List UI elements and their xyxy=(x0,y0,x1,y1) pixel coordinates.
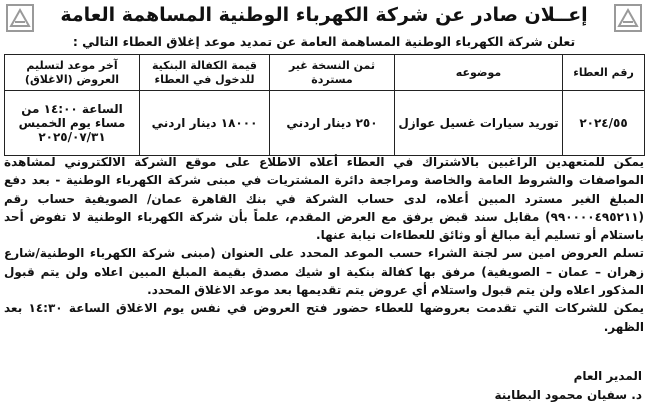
announcement-body xyxy=(4,153,644,336)
header-bank-guarantee: قيمة الكفالة البنكية للدخول في العطاء xyxy=(140,55,270,91)
cell-closing-deadline: الساعة ١٤:٠٠ من مساء يوم الخميس ٢٠٢٥/٠٧/٣١ xyxy=(5,91,140,156)
header-copy-price: ثمن النسخة غير مستردة xyxy=(270,55,395,91)
paragraph-opening: يمكن للشركات التي تقدمت بعروضها للعطاء حضور فتح العروض في نفس يوم الاغلاق الساعة ١٤:٣٠ بعد الظهر. xyxy=(4,301,644,334)
announcement-subtitle: تعلن شركة الكهرباء الوطنية المساهمة العامة عن تمديد موعد إغلاق العطاء التالي : xyxy=(72,34,576,49)
cell-copy-price: ٢٥٠ دينار اردني xyxy=(270,91,395,156)
nepco-logo-icon xyxy=(614,4,642,32)
paragraph-participation: يمكن للمتعهدين الراغبين بالاشتراك في العطاء أعلاه الاطلاع على موقع الشركة الالكتروني لمشاهدة المواصفات والشروط العامة والخاصة ومراجعة دائرة المشتريات في مبنى شركة الكهرباء الوطنية - بعد دفع المبلغ الغير مسترد المبين أعلاه، لدى حساب الشركة في بنك القاهرة عمان/ الصويفية حساب رقم (٩٩٠٠٠٠٤٩٥٢١١) مقابل سند قبض يرفق مع العرض المقدم، علماً بأن شركة الكهرباء الوطنية لا تفوض أحد باستلام أو تسليم أية مبالغ أو وثائق للعطاءات نيابة عنها. xyxy=(4,155,644,243)
table-row xyxy=(5,91,645,156)
signature-role: المدير العام xyxy=(573,369,642,383)
table-header-row xyxy=(5,55,645,91)
nepco-logo-icon xyxy=(6,4,34,32)
cell-tender-number: ٢٠٢٤/٥٥ xyxy=(563,91,645,156)
header-subject: موضوعه xyxy=(395,55,563,91)
paragraph-submission: تسلم العروض امين سر لجنة الشراء حسب الموعد المحدد على العنوان (مبنى شركة الكهرباء الوطنية/شارع زهران – عمان – الصويفية) مرفق بها كفالة بنكية او شيك مصدق بقيمة المبلغ المبين اعلاه ولن يتم قبول المذكور اعلاه ولن يتم قبول واستلام أي عروض يتم تقديمها بعد موعد الاغلاق المحدد. xyxy=(4,246,644,298)
announcement-title: إعــلان صادر عن شركة الكهرباء الوطنية المساهمة العامة xyxy=(60,4,588,26)
header-closing-deadline: آخر موعد لتسليم العروض (الاغلاق) xyxy=(5,55,140,91)
cell-bank-guarantee: ١٨٠٠٠ دينار اردني xyxy=(140,91,270,156)
signature-block xyxy=(494,367,642,405)
tender-table xyxy=(4,54,645,156)
cell-subject: توريد سيارات غسيل عوازل xyxy=(395,91,563,156)
header-tender-number: رقم العطاء xyxy=(563,55,645,91)
signature-name: د. سفيان محمود البطاينة xyxy=(494,388,642,402)
